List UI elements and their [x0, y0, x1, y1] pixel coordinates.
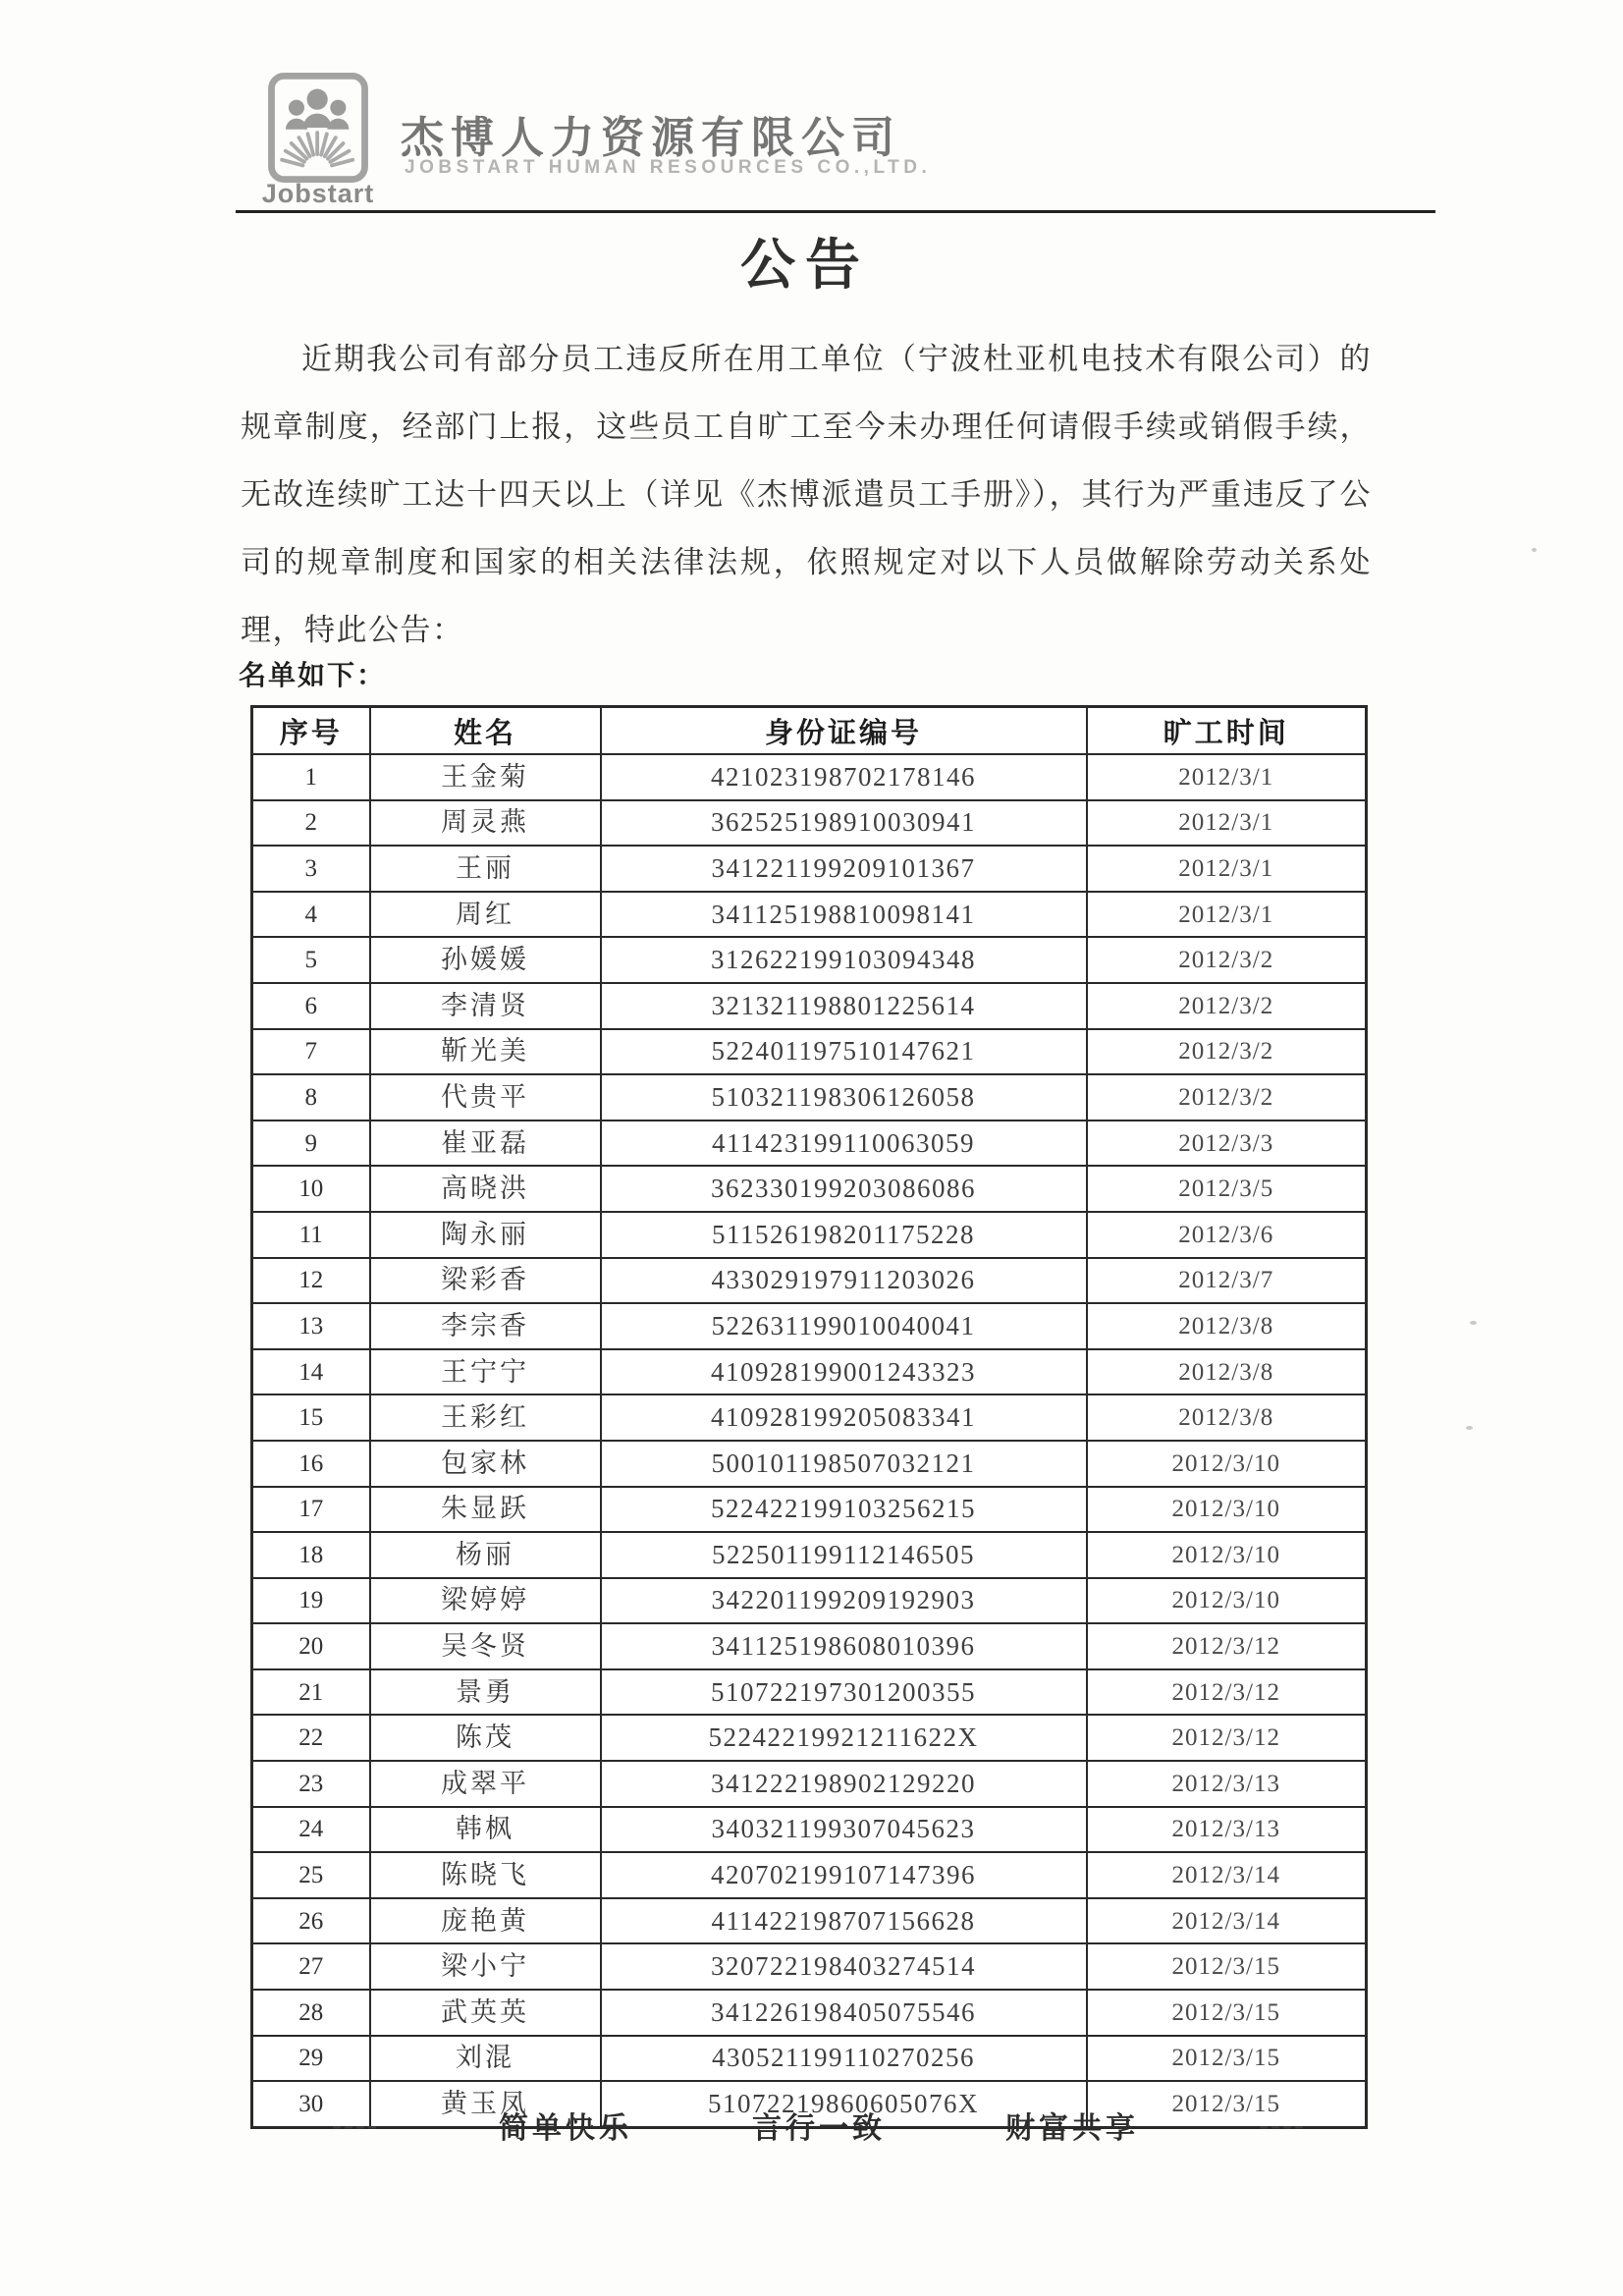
header-name: 姓名	[370, 707, 601, 755]
table-row	[252, 1394, 1367, 1441]
table-row	[252, 2036, 1367, 2082]
cell-index: 18	[252, 1532, 370, 1578]
cell-index: 22	[252, 1715, 370, 1761]
table-row	[252, 1990, 1367, 2036]
header-id: 身份证编号	[601, 707, 1087, 755]
table-row	[252, 754, 1367, 800]
cell-index: 29	[252, 2036, 370, 2082]
table-row	[252, 1487, 1367, 1533]
table-row	[252, 983, 1367, 1029]
cell-name: 陈茂	[370, 1715, 601, 1761]
cell-id: 410928199205083341	[601, 1394, 1087, 1441]
cell-id: 420702199107147396	[601, 1852, 1087, 1898]
cell-id: 341222198902129220	[601, 1761, 1087, 1807]
cell-date: 2012/3/2	[1087, 1074, 1367, 1121]
cell-index: 7	[252, 1029, 370, 1075]
cell-date: 2012/3/15	[1087, 1990, 1367, 2036]
cell-id: 510722197301200355	[601, 1669, 1087, 1716]
cell-index: 1	[252, 754, 370, 800]
cell-date: 2012/3/2	[1087, 937, 1367, 983]
cell-date: 2012/3/12	[1087, 1715, 1367, 1761]
footer-dash-left: ----	[332, 2108, 379, 2141]
cell-id: 341125198608010396	[601, 1623, 1087, 1669]
cell-index: 8	[252, 1074, 370, 1121]
roster-table	[250, 705, 1368, 2129]
cell-id: 510321198306126058	[601, 1074, 1087, 1121]
header-divider	[236, 210, 1435, 213]
cell-date: 2012/3/7	[1087, 1258, 1367, 1304]
scan-speck	[1470, 1321, 1477, 1325]
cell-index: 12	[252, 1258, 370, 1304]
page-title: 公告	[740, 236, 870, 297]
cell-date: 2012/3/15	[1087, 2036, 1367, 2082]
footer-slogan-3: 财富共享	[1005, 2112, 1140, 2145]
header-absence: 旷工时间	[1087, 707, 1367, 755]
logo-people-icon	[258, 73, 378, 183]
cell-name: 王宁宁	[370, 1349, 601, 1395]
cell-id: 421023198702178146	[601, 754, 1087, 800]
cell-index: 28	[252, 1990, 370, 2036]
cell-index: 15	[252, 1394, 370, 1441]
cell-date: 2012/3/15	[1087, 2081, 1367, 2127]
table-row	[252, 892, 1367, 938]
cell-index: 25	[252, 1852, 370, 1898]
cell-date: 2012/3/2	[1087, 983, 1367, 1029]
cell-id: 433029197911203026	[601, 1258, 1087, 1304]
cell-id: 52242219921211622X	[601, 1715, 1087, 1761]
cell-index: 6	[252, 983, 370, 1029]
cell-date: 2012/3/12	[1087, 1623, 1367, 1669]
cell-index: 30	[252, 2081, 370, 2127]
cell-index: 2	[252, 800, 370, 847]
cell-date: 2012/3/10	[1087, 1532, 1367, 1578]
cell-name: 梁小宁	[370, 1943, 601, 1990]
table-row	[252, 1943, 1367, 1990]
cell-id: 341221199209101367	[601, 846, 1087, 892]
table-row	[252, 1212, 1367, 1258]
cell-index: 4	[252, 892, 370, 938]
cell-date: 2012/3/10	[1087, 1578, 1367, 1624]
cell-date: 2012/3/15	[1087, 1943, 1367, 1990]
cell-name: 高晓洪	[370, 1166, 601, 1212]
table-row	[252, 1807, 1367, 1853]
table-row	[252, 1303, 1367, 1349]
company-logo	[258, 73, 378, 183]
cell-id: 312622199103094348	[601, 937, 1087, 983]
cell-index: 14	[252, 1349, 370, 1395]
cell-date: 2012/3/13	[1087, 1807, 1367, 1853]
cell-id: 51072219860605076X	[601, 2081, 1087, 2127]
cell-name: 吴冬贤	[370, 1623, 601, 1669]
table-header-row	[252, 707, 1367, 755]
cell-date: 2012/3/8	[1087, 1303, 1367, 1349]
cell-date: 2012/3/8	[1087, 1394, 1367, 1441]
table-row	[252, 1852, 1367, 1898]
cell-name: 李清贤	[370, 983, 601, 1029]
table-row	[252, 1715, 1367, 1761]
cell-date: 2012/3/1	[1087, 754, 1367, 800]
cell-id: 522631199010040041	[601, 1303, 1087, 1349]
cell-name: 王丽	[370, 846, 601, 892]
cell-id: 522501199112146505	[601, 1532, 1087, 1578]
cell-date: 2012/3/10	[1087, 1487, 1367, 1533]
cell-id: 411423199110063059	[601, 1121, 1087, 1167]
cell-date: 2012/3/5	[1087, 1166, 1367, 1212]
logo-wordmark: Jobstart	[261, 179, 375, 208]
scan-speck	[1532, 548, 1537, 552]
cell-id: 340321199307045623	[601, 1807, 1087, 1853]
cell-name: 庞艳黄	[370, 1898, 601, 1944]
cell-index: 23	[252, 1761, 370, 1807]
company-name-en: JOBSTART HUMAN RESOURCES CO.,LTD.	[405, 157, 932, 178]
cell-name: 王彩红	[370, 1394, 601, 1441]
cell-index: 24	[252, 1807, 370, 1853]
cell-date: 2012/3/8	[1087, 1349, 1367, 1395]
cell-index: 20	[252, 1623, 370, 1669]
cell-index: 9	[252, 1121, 370, 1167]
cell-id: 362525198910030941	[601, 800, 1087, 847]
scan-speck	[1466, 1426, 1473, 1430]
footer-slogans	[332, 2104, 1306, 2147]
cell-index: 27	[252, 1943, 370, 1990]
cell-id: 430521199110270256	[601, 2036, 1087, 2082]
cell-id: 342201199209192903	[601, 1578, 1087, 1624]
cell-index: 11	[252, 1212, 370, 1258]
cell-index: 5	[252, 937, 370, 983]
cell-index: 21	[252, 1669, 370, 1716]
cell-name: 包家林	[370, 1441, 601, 1487]
cell-name: 刘混	[370, 2036, 601, 2082]
table-row	[252, 1349, 1367, 1395]
cell-name: 崔亚磊	[370, 1121, 601, 1167]
cell-date: 2012/3/12	[1087, 1669, 1367, 1716]
cell-id: 500101198507032121	[601, 1441, 1087, 1487]
cell-id: 411422198707156628	[601, 1898, 1087, 1944]
table-row	[252, 1578, 1367, 1624]
cell-name: 景勇	[370, 1669, 601, 1716]
cell-index: 17	[252, 1487, 370, 1533]
announcement-body: 近期我公司有部分员工违反所在用工单位（宁波杜亚机电技术有限公司）的规章制度，经部门上报，这些员工自旷工至今未办理任何请假手续或销假手续，无故连续旷工达十四天以上（详见《杰博派遣员工手册》），其行为严重违反了公司的规章制度和国家的相关法律法规，依照规定对以下人员做解除劳动关系处理，特此公告：	[241, 342, 1372, 647]
cell-id: 410928199001243323	[601, 1349, 1087, 1395]
cell-name: 周红	[370, 892, 601, 938]
table-row	[252, 1258, 1367, 1304]
table-row	[252, 1761, 1367, 1807]
cell-index: 19	[252, 1578, 370, 1624]
cell-date: 2012/3/2	[1087, 1029, 1367, 1075]
cell-name: 黄玉凤	[370, 2081, 601, 2127]
cell-date: 2012/3/1	[1087, 800, 1367, 847]
cell-date: 2012/3/14	[1087, 1898, 1367, 1944]
table-row	[252, 1898, 1367, 1944]
cell-date: 2012/3/13	[1087, 1761, 1367, 1807]
footer-slogan-1: 简单快乐	[498, 2112, 632, 2145]
cell-index: 10	[252, 1166, 370, 1212]
cell-name: 靳光美	[370, 1029, 601, 1075]
table-row	[252, 1669, 1367, 1716]
cell-name: 梁婷婷	[370, 1578, 601, 1624]
cell-id: 341226198405075546	[601, 1990, 1087, 2036]
cell-name: 陶永丽	[370, 1212, 601, 1258]
table-row	[252, 1623, 1367, 1669]
cell-name: 代贵平	[370, 1074, 601, 1121]
cell-name: 孙媛媛	[370, 937, 601, 983]
cell-name: 武英英	[370, 1990, 601, 2036]
cell-index: 3	[252, 846, 370, 892]
table-body	[252, 754, 1367, 2127]
cell-index: 16	[252, 1441, 370, 1487]
cell-date: 2012/3/3	[1087, 1121, 1367, 1167]
cell-id: 341125198810098141	[601, 892, 1087, 938]
cell-name: 周灵燕	[370, 800, 601, 847]
company-name-cn: 杰博人力资源有限公司	[401, 114, 901, 162]
cell-id: 362330199203086086	[601, 1166, 1087, 1212]
cell-name: 陈晓飞	[370, 1852, 601, 1898]
cell-name: 王金菊	[370, 754, 601, 800]
table-row	[252, 846, 1367, 892]
cell-name: 成翠平	[370, 1761, 601, 1807]
cell-name: 李宗香	[370, 1303, 601, 1349]
cell-name: 杨丽	[370, 1532, 601, 1578]
footer-slogan-2: 言行一致	[752, 2112, 886, 2145]
cell-name: 韩枫	[370, 1807, 601, 1853]
table-row	[252, 1074, 1367, 1121]
table-row	[252, 800, 1367, 847]
table-row	[252, 1029, 1367, 1075]
cell-id: 522401197510147621	[601, 1029, 1087, 1075]
cell-date: 2012/3/1	[1087, 846, 1367, 892]
cell-date: 2012/3/6	[1087, 1212, 1367, 1258]
table-row	[252, 1441, 1367, 1487]
cell-date: 2012/3/10	[1087, 1441, 1367, 1487]
cell-name: 朱显跃	[370, 1487, 601, 1533]
header-index: 序号	[252, 707, 370, 755]
cell-id: 511526198201175228	[601, 1212, 1087, 1258]
table-row	[252, 1121, 1367, 1167]
cell-id: 522422199103256215	[601, 1487, 1087, 1533]
table-row	[252, 1532, 1367, 1578]
cell-name: 梁彩香	[370, 1258, 601, 1304]
table-row	[252, 1166, 1367, 1212]
cell-date: 2012/3/14	[1087, 1852, 1367, 1898]
table-row	[252, 937, 1367, 983]
cell-id: 320722198403274514	[601, 1943, 1087, 1990]
cell-date: 2012/3/1	[1087, 892, 1367, 938]
cell-index: 26	[252, 1898, 370, 1944]
list-label: 名单如下：	[239, 660, 387, 690]
footer-dash-right: ----	[1259, 2108, 1306, 2141]
cell-id: 321321198801225614	[601, 983, 1087, 1029]
cell-index: 13	[252, 1303, 370, 1349]
